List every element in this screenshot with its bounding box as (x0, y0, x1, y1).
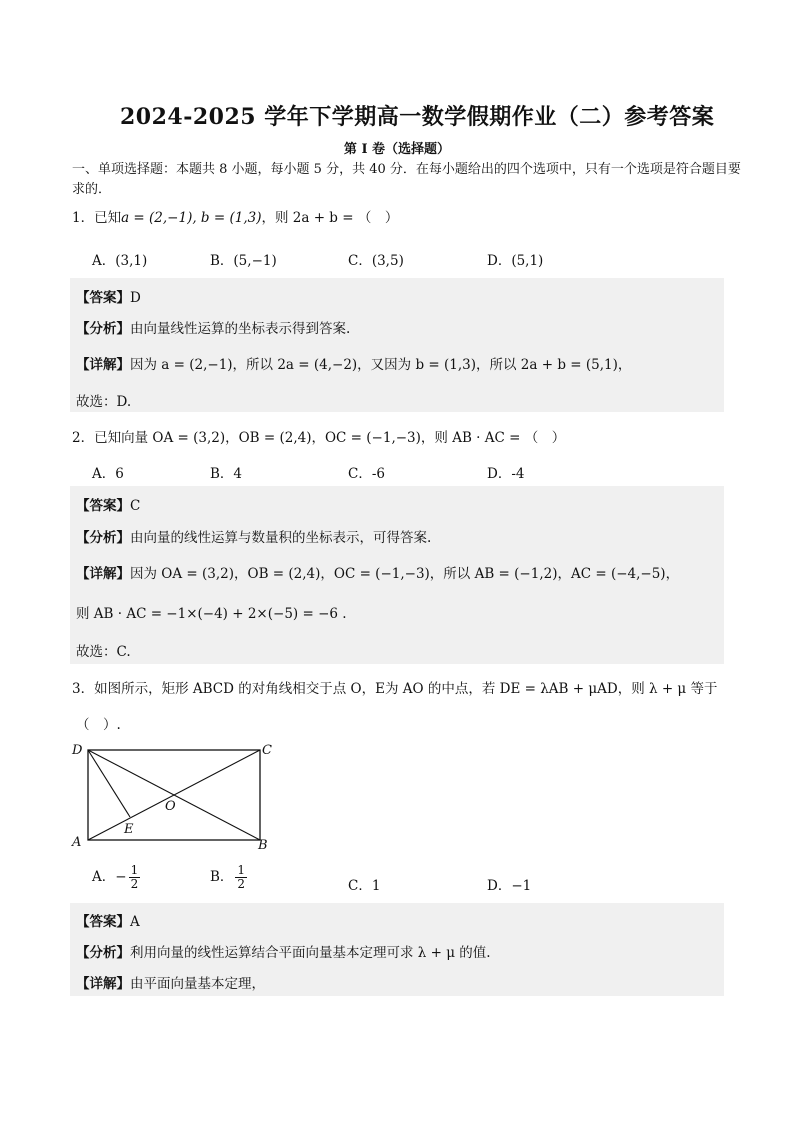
option-label: A．− (92, 869, 127, 885)
option-a: A．6 (92, 466, 124, 482)
question-stem: 已知 (94, 210, 122, 226)
option-label: B． (210, 869, 234, 885)
analysis-text: 由向量的线性运算与数量积的坐标表示，可得答案. (130, 530, 432, 546)
analysis-text: 由向量线性运算的坐标表示得到答案. (130, 321, 351, 337)
fraction-denominator: 2 (130, 877, 139, 891)
detail-tag: 【详解】 (76, 566, 130, 582)
analysis-tag: 【分析】 (76, 321, 130, 337)
analysis-row (76, 526, 431, 546)
option-b: B．(5,−1) (210, 253, 277, 269)
option-c: C．1 (348, 878, 381, 894)
question-stem: 已知向量 OA = (3,2)，OB = (2,4)，OC = (−1,−3)，则 AB · AC = （ ） (94, 430, 566, 446)
question-number: 1． (72, 210, 95, 226)
answer-row (76, 494, 140, 514)
answer-tag: 【答案】 (76, 498, 130, 514)
option-d: D．-4 (487, 466, 525, 482)
answer-value: A (130, 914, 140, 930)
question-stem: ，则 2a + b = （ ） (261, 210, 399, 226)
point-label: O (165, 799, 176, 814)
vertex-label: B (258, 838, 268, 852)
fraction (235, 864, 247, 891)
analysis-tag: 【分析】 (76, 945, 130, 961)
option-c: C．-6 (348, 466, 385, 482)
question-stem-continued: （ ）. (76, 717, 121, 733)
fraction-denominator: 2 (237, 877, 246, 891)
detail-row-2: 则 AB · AC = −1×(−4) + 2×(−5) = −6 . (76, 606, 347, 622)
answer-value: D (130, 290, 141, 306)
section-intro: 一、单项选择题：本题共 8 小题，每小题 5 分，共 40 分．在每小题给出的四个选项中，只有一个选项是符合题目要求的． (72, 162, 741, 197)
analysis-row (76, 317, 350, 337)
solution-block-1 (70, 278, 724, 412)
fraction (129, 864, 141, 891)
detail-row (76, 353, 631, 373)
option-d: D．−1 (487, 878, 532, 894)
page-title: 2024-2025 学年下学期高一数学假期作业（二）参考答案 (120, 104, 715, 130)
question-number: 2． (72, 430, 95, 446)
analysis-tag: 【分析】 (76, 530, 130, 546)
detail-tag: 【详解】 (76, 976, 130, 992)
analysis-text: 利用向量的线性运算结合平面向量基本定理可求 λ + μ 的值. (130, 945, 491, 961)
choose-row: 故选：C. (76, 644, 131, 660)
vertex-label: C (262, 743, 272, 758)
detail-text: 由平面向量基本定理， (130, 976, 265, 992)
point-label: E (124, 822, 134, 837)
answer-row (76, 910, 140, 930)
option-d: D．(5,1) (487, 253, 544, 269)
fraction-numerator: 1 (130, 863, 139, 877)
vertex-label: A (72, 835, 82, 850)
answer-tag: 【答案】 (76, 290, 130, 306)
question-stem: 如图所示，矩形 ABCD 的对角线相交于点 O，E为 AO 的中点，若 DE = λAB + μAD，则 λ + μ 等于 (94, 681, 718, 697)
detail-row (76, 972, 265, 992)
analysis-row (76, 941, 491, 961)
choose-row: 故选：D. (76, 394, 132, 410)
question-1 (72, 206, 398, 226)
question-number: 3． (72, 681, 95, 697)
detail-text: 因为 OA = (3,2)，OB = (2,4)，OC = (−1,−3)，所以 AB = (−1,2)，AC = (−4,−5)， (130, 566, 680, 582)
segment-de (88, 750, 130, 817)
detail-tag: 【详解】 (76, 357, 130, 373)
option-b: B．4 (210, 466, 243, 482)
question-3 (72, 677, 718, 697)
vertex-label: D (72, 743, 83, 758)
answer-tag: 【答案】 (76, 914, 130, 930)
option-a (92, 864, 140, 891)
volume-subtitle: 第 I 卷（选择题） (343, 142, 451, 157)
option-b (210, 864, 247, 891)
rectangle-figure (68, 740, 280, 852)
detail-text: 因为 a = (2,−1)，所以 2a = (4,−2)，又因为 b = (1,3)，所以 2a + b = (5,1)， (130, 357, 632, 373)
answer-value: C (130, 498, 141, 514)
detail-row (76, 562, 679, 582)
answer-row (76, 286, 141, 306)
option-c: C．(3,5) (348, 253, 404, 269)
question-2 (72, 426, 565, 446)
question-stem: a = (2,−1), b = (1,3) (121, 210, 262, 226)
option-a: A．(3,1) (92, 253, 148, 269)
fraction-numerator: 1 (237, 863, 246, 877)
